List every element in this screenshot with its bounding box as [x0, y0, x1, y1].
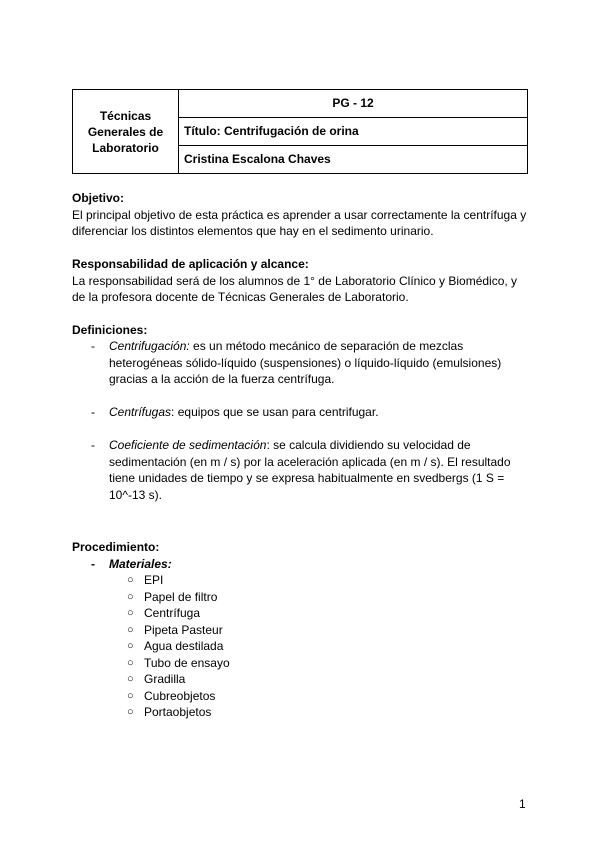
definition-item: [72, 338, 532, 388]
material-label: Tubo de ensayo: [144, 655, 230, 670]
material-label: Centrífuga: [144, 606, 201, 620]
material-label: EPI: [144, 573, 164, 587]
circle-bullet-icon: ○: [127, 689, 134, 702]
materiales-label: Materiales:: [109, 556, 172, 571]
list-item: [72, 671, 532, 688]
list-item: [72, 638, 532, 655]
responsabilidad-text: La responsabilidad será de los alumnos de 1° de Laboratorio Clínico y Biomédico, y de la profesora docente de Técnicas Generales de Laboratorio.: [72, 273, 518, 304]
definition-term: Centrífugas: [109, 405, 172, 419]
definition-item: [72, 404, 532, 421]
circle-bullet-icon: ○: [127, 656, 134, 669]
circle-bullet-icon: ○: [127, 673, 134, 685]
circle-bullet-icon: ○: [127, 590, 134, 603]
definiciones-heading: Definiciones:: [72, 323, 148, 337]
list-item: [72, 589, 532, 606]
department-cell: Técnicas Generales de Laboratorio: [73, 90, 179, 174]
definition-item: [72, 437, 532, 503]
objetivo-section: [72, 190, 532, 240]
procedimiento-heading: Procedimiento:: [72, 540, 160, 554]
list-item: [72, 688, 532, 705]
dash-bullet: -: [91, 438, 95, 452]
procedimiento-section: [72, 539, 532, 721]
objetivo-text: El principal objetivo de esta práctica es aprender a usar correctamente la centrífuga y diferenciar los distintos elementos que hay en el sedimento urinario.: [72, 207, 527, 238]
circle-bullet-icon: ○: [127, 640, 134, 652]
circle-bullet-icon: ○: [127, 623, 134, 636]
list-item: [72, 655, 532, 672]
material-label: Gradilla: [144, 672, 186, 686]
responsabilidad-section: [72, 256, 532, 306]
list-item: [72, 704, 532, 721]
list-item: [72, 622, 532, 639]
definition-text: : equipos que se usan para centrifugar.: [171, 405, 379, 419]
list-item: [72, 572, 532, 589]
material-label: Pipeta Pasteur: [144, 622, 223, 637]
materiales-heading: [72, 556, 532, 573]
circle-bullet-icon: ○: [127, 574, 134, 586]
page-number: 1: [519, 797, 526, 811]
definition-term: Coeficiente de sedimentación: [109, 438, 267, 452]
objetivo-heading: Objetivo:: [72, 191, 125, 205]
definition-text: : se calcula dividiendo su velocidad de sedimentación (en m / s) por la aceleración aplicada (en m / s). El resultado tiene unidades de tiempo y se expresa habitualmente en svedbergs (1 S = 10^-13 s).: [109, 438, 511, 502]
circle-bullet-icon: ○: [127, 706, 134, 718]
circle-bullet-icon: ○: [127, 607, 134, 619]
material-label: Cubreobjetos: [144, 688, 216, 703]
definiciones-list: [72, 338, 532, 520]
material-label: Portaobjetos: [144, 705, 212, 719]
responsabilidad-heading: Responsabilidad de aplicación y alcance:: [72, 257, 309, 271]
definiciones-heading-wrap: [72, 322, 532, 339]
document-code: PG - 12: [179, 90, 528, 118]
document-author: Cristina Escalona Chaves: [179, 146, 528, 174]
definition-term: Centrifugación:: [109, 339, 190, 353]
material-label: Papel de filtro: [144, 589, 218, 604]
document-title: Título: Centrifugación de orina: [179, 118, 528, 146]
material-label: Agua destilada: [144, 639, 224, 653]
dash-bullet: -: [91, 556, 95, 571]
definition-text: es un método mecánico de separación de mezclas heterogéneas sólido-líquido (suspensiones) o líquido-líquido (emulsiones) gracias a la acción de la fuerza centrífuga.: [109, 339, 502, 386]
dash-bullet: -: [91, 405, 95, 419]
materiales-list: [72, 572, 532, 721]
dash-bullet: -: [91, 339, 95, 353]
header-table: [72, 89, 528, 174]
list-item: [72, 605, 532, 622]
